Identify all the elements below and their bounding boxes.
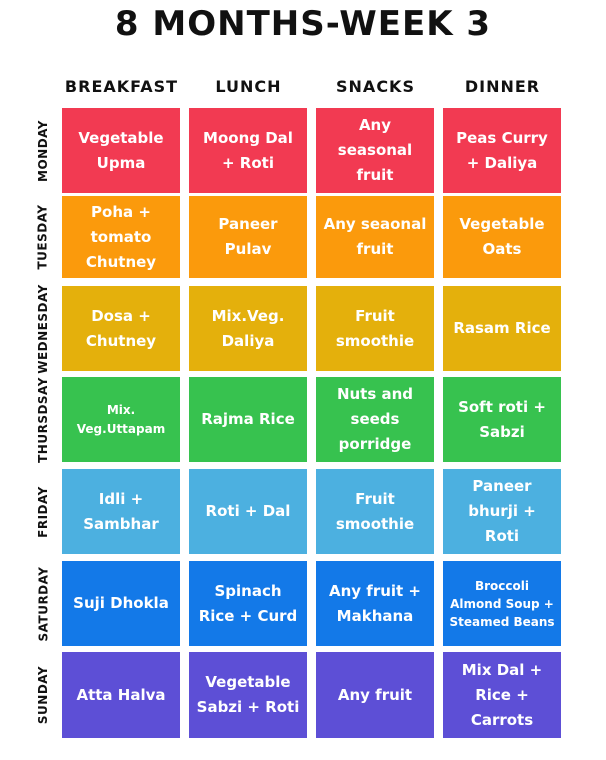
day-label-tuesday xyxy=(30,196,56,278)
meal-cell-wednesday-breakfast xyxy=(62,286,180,371)
meal-cell-thursdsay-dinner xyxy=(443,377,561,462)
meal-cell-sunday-lunch xyxy=(189,652,307,738)
day-label-friday xyxy=(30,469,56,554)
meal-cell-friday-lunch xyxy=(189,469,307,554)
meal-cell-friday-snacks xyxy=(316,469,434,554)
meal-text: Fruit smoothie xyxy=(335,306,415,350)
meal-text: Any fruit + Makhana xyxy=(329,581,421,625)
meal-text: Dosa + Chutney xyxy=(85,306,157,350)
meal-text: Suji Dhokla xyxy=(73,594,169,612)
meal-text: Idli + Sambhar xyxy=(83,489,159,533)
meal-text: Vegetable Oats xyxy=(459,215,545,258)
meal-cell-wednesday-lunch xyxy=(189,286,307,371)
meal-cell-tuesday-lunch xyxy=(189,196,307,278)
meal-cell-tuesday-dinner xyxy=(443,196,561,278)
meal-text: Nuts and seeds porridge xyxy=(336,385,414,453)
meal-cell-friday-breakfast xyxy=(62,469,180,554)
meal-cell-monday-lunch xyxy=(189,108,307,193)
meal-cell-monday-snacks xyxy=(316,108,434,193)
meal-cell-wednesday-dinner xyxy=(443,286,561,371)
meal-text: Mix Dal + Rice + Carrots xyxy=(461,660,543,729)
day-label-text: SUNDAY xyxy=(36,665,50,725)
column-header-dinner: DINNER xyxy=(464,77,541,96)
day-label-text: SATURDAY xyxy=(36,566,50,641)
meal-cell-saturday-breakfast xyxy=(62,561,180,646)
day-label-text: MONDAY xyxy=(36,119,51,182)
meal-text: Roti + Dal xyxy=(205,502,291,520)
meal-text: Broccoli Almond Soup + Steamed Beans xyxy=(449,578,555,629)
meal-text: Moong Dal + Roti xyxy=(203,128,293,172)
day-label-sunday xyxy=(30,652,56,738)
meal-text: Soft roti + Sabzi xyxy=(458,397,546,441)
meal-text: Vegetable Upma xyxy=(78,128,164,172)
day-label-text: WEDNESDAY xyxy=(36,283,51,374)
meal-cell-sunday-dinner xyxy=(443,652,561,738)
meal-text: Any seaonal fruit xyxy=(323,215,427,258)
meal-text: Atta Halva xyxy=(76,685,166,704)
meal-text: Paneer Pulav xyxy=(218,215,278,258)
meal-text: Paneer bhurji + Roti xyxy=(468,477,536,545)
page-title: 8 MONTHS-WEEK 3 xyxy=(114,4,492,44)
day-label-monday xyxy=(30,108,56,193)
meal-text: Any seasonal fruit xyxy=(337,116,413,184)
meal-cell-thursdsay-breakfast xyxy=(62,377,180,462)
meal-cell-saturday-lunch xyxy=(189,561,307,646)
meal-text: Mix.Veg. Daliya xyxy=(211,306,285,350)
meal-text: Rajma Rice xyxy=(201,410,295,428)
day-label-text: TUESDAY xyxy=(36,204,50,270)
column-header-snacks: SNACKS xyxy=(336,77,415,96)
meal-cell-thursdsay-lunch xyxy=(189,377,307,462)
meal-text: Peas Curry + Daliya xyxy=(456,128,548,172)
meal-cell-saturday-dinner xyxy=(443,561,561,646)
meal-cell-tuesday-breakfast xyxy=(62,196,180,278)
meal-cell-thursdsay-snacks xyxy=(316,377,434,462)
meal-cell-sunday-breakfast xyxy=(62,652,180,738)
meal-text: Fruit smoothie xyxy=(335,489,415,533)
meal-text: Mix. Veg.Uttapam xyxy=(76,402,166,436)
day-label-thursdsay xyxy=(30,377,56,462)
day-label-text: FRIDAY xyxy=(36,485,51,538)
meal-text: Spinach Rice + Curd xyxy=(198,581,298,625)
meal-text: Poha + tomato Chutney xyxy=(85,202,157,271)
meal-text: Vegetable Sabzi + Roti xyxy=(196,673,300,716)
day-label-wednesday xyxy=(30,283,56,374)
meal-text: Rasam Rice xyxy=(453,319,551,337)
meal-cell-friday-dinner xyxy=(443,469,561,554)
column-header-breakfast: BREAKFAST xyxy=(64,77,179,96)
day-label-saturday xyxy=(30,561,56,646)
meal-cell-monday-breakfast xyxy=(62,108,180,193)
meal-cell-sunday-snacks xyxy=(316,652,434,738)
meal-cell-tuesday-snacks xyxy=(316,196,434,278)
meal-text: Any fruit xyxy=(337,685,413,704)
meal-cell-saturday-snacks xyxy=(316,561,434,646)
meal-cell-monday-dinner xyxy=(443,108,561,193)
column-header-lunch: LUNCH xyxy=(215,77,282,96)
day-label-text: THURSDSAY xyxy=(36,376,51,463)
meal-cell-wednesday-snacks xyxy=(316,286,434,371)
